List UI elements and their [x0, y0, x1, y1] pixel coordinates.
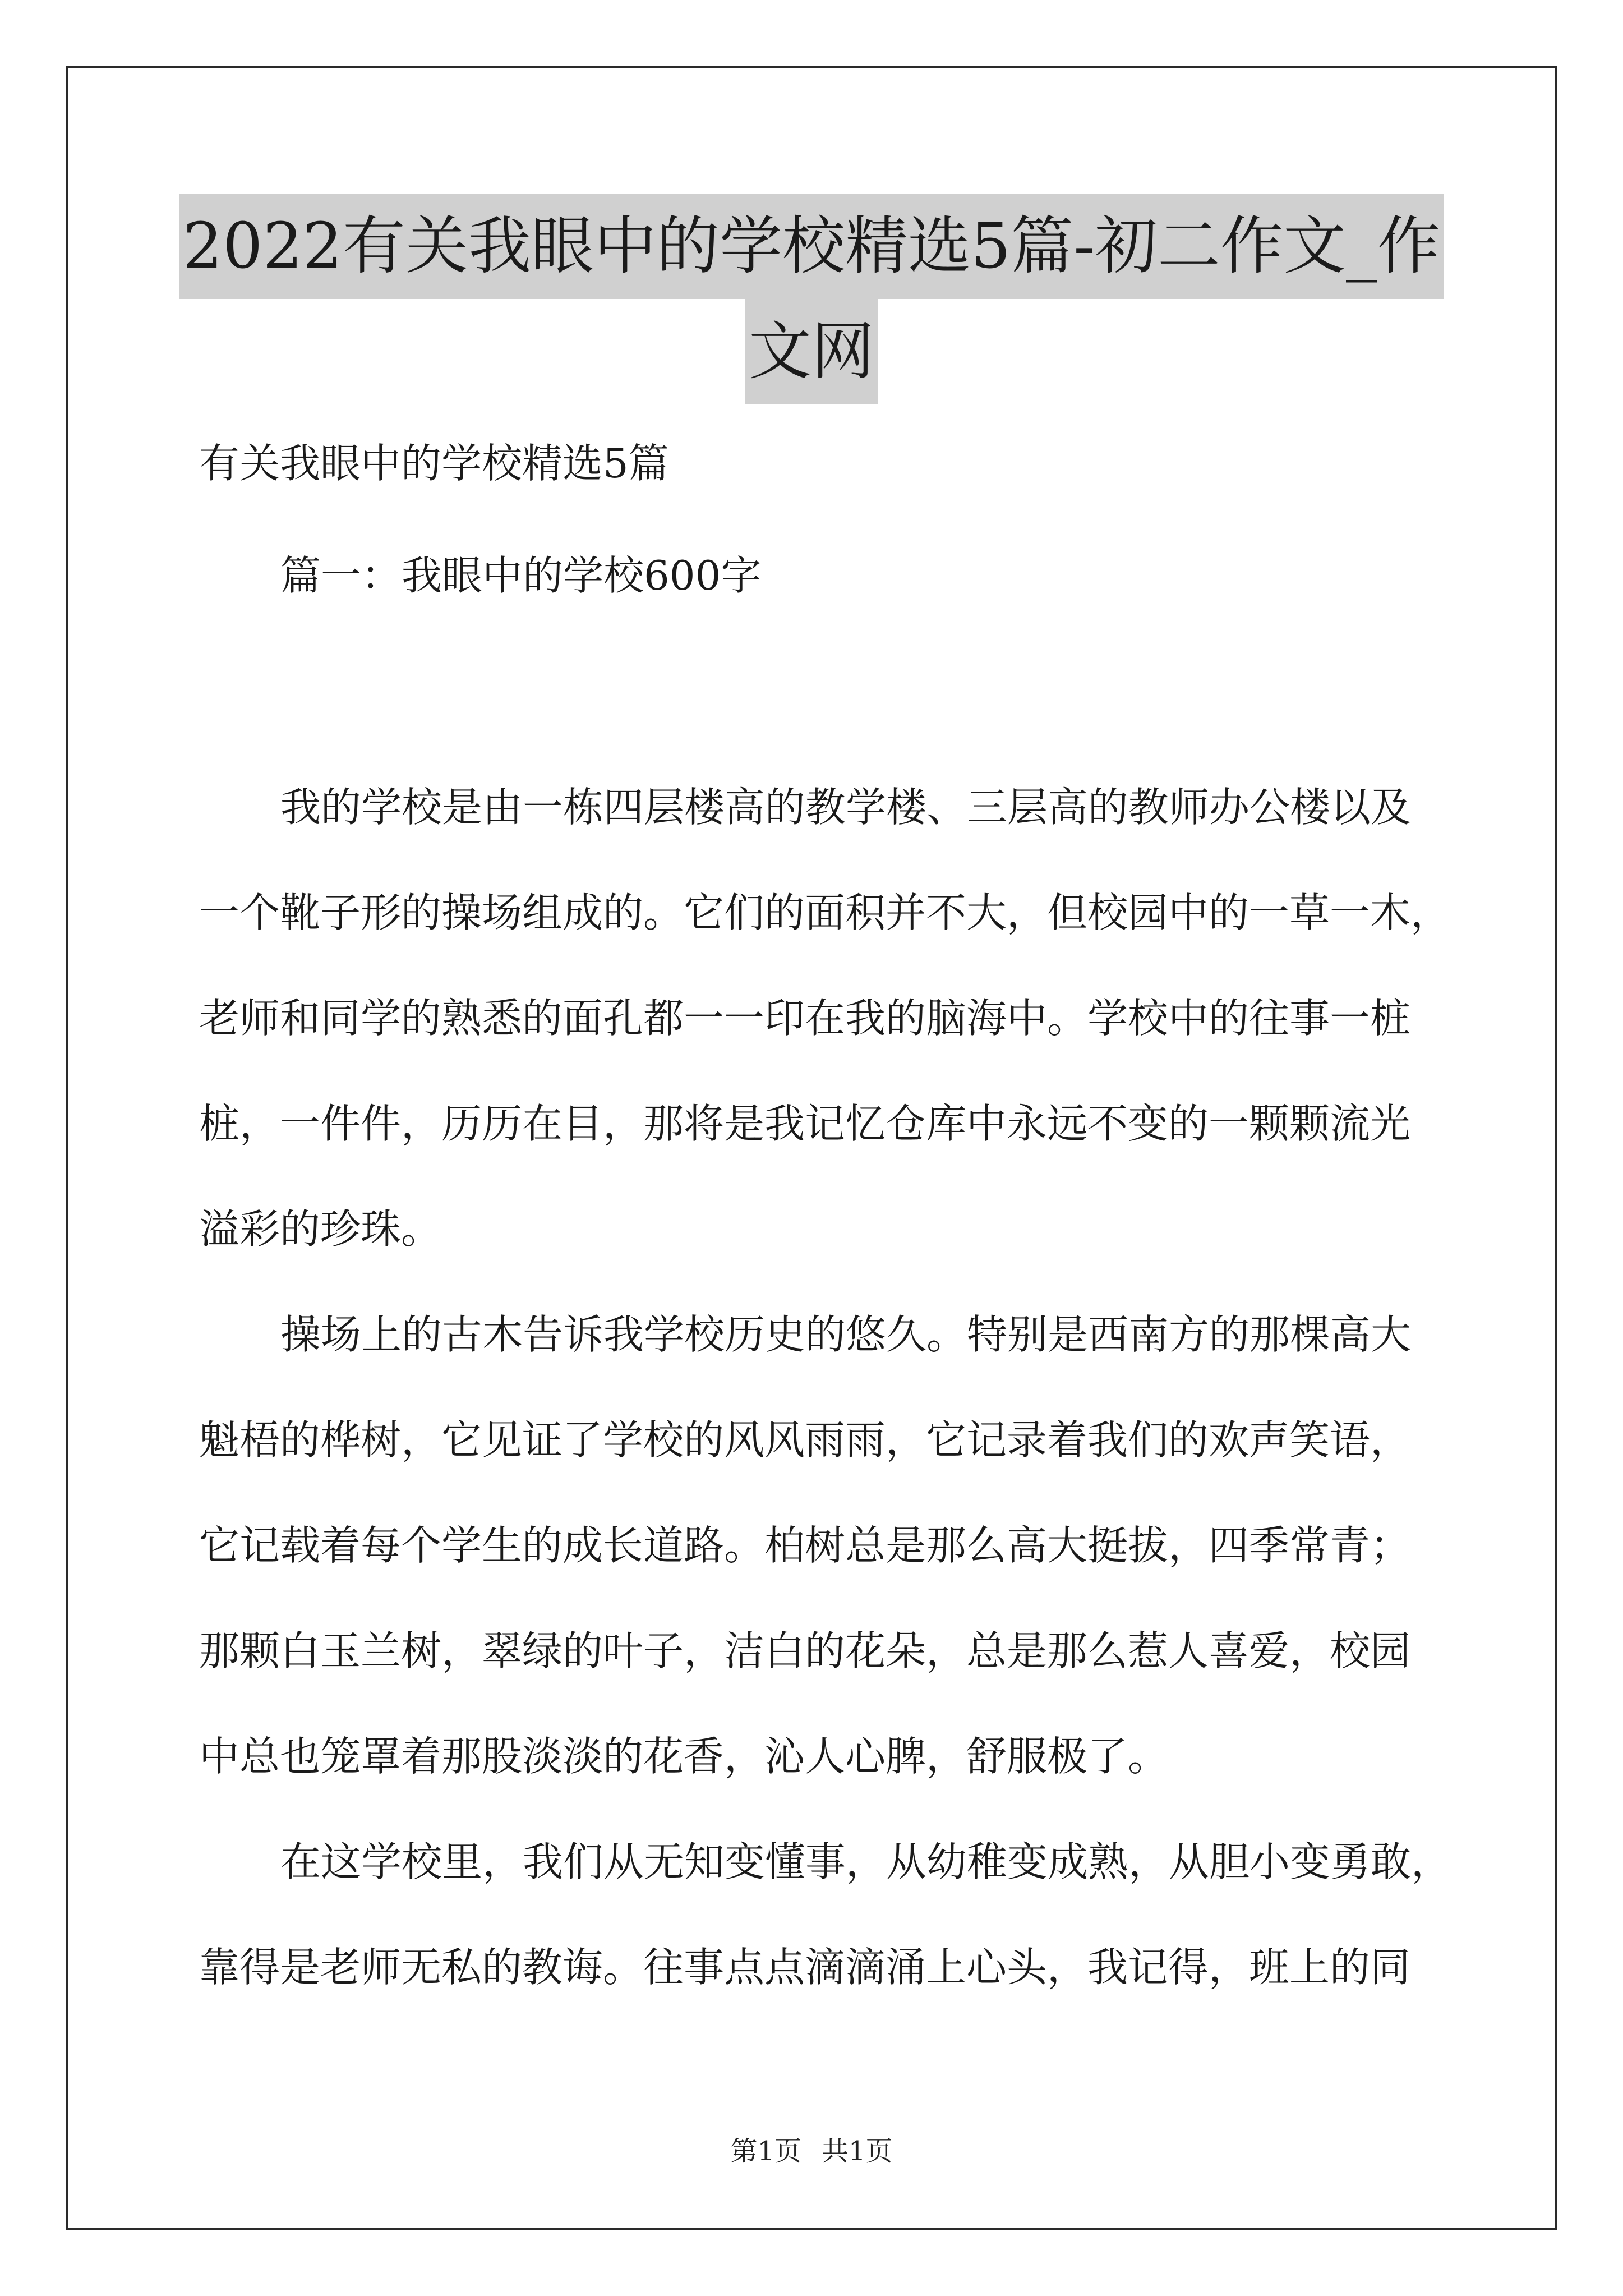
body-line: 老师和同学的熟悉的面孔都一一印在我的脑海中。学校中的往事一桩 [199, 995, 1411, 1042]
body-line: 在这学校里，我们从无知变懂事，从幼稚变成熟，从胆小变勇敢， [280, 1838, 1452, 1885]
body-line: 溢彩的珍珠。 [199, 1205, 442, 1253]
body-line: 它记载着每个学生的成长道路。柏树总是那么高大挺拔，四季常青； [199, 1522, 1411, 1569]
body-line: 我的学校是由一栋四层楼高的教学楼、三层高的教师办公楼以及 [280, 784, 1412, 831]
body-text [199, 754, 1452, 2020]
body-line: 靠得是老师无私的教诲。往事点点滴滴涌上心头，我记得，班上的同 [199, 1944, 1411, 1991]
page-footer [0, 2129, 1623, 2168]
body-line: 一个靴子形的操场组成的。它们的面积并不大，但校园中的一草一木， [199, 889, 1451, 936]
body-line: 魁梧的桦树，它见证了学校的风风雨雨，它记录着我们的欢声笑语， [199, 1416, 1411, 1464]
subtitle: 有关我眼中的学校精选5篇 [199, 440, 669, 487]
body-line: 那颗白玉兰树，翠绿的叶子，洁白的花朵，总是那么惹人喜爱，校园 [199, 1627, 1411, 1674]
page-total: 共1页 [822, 2136, 893, 2167]
title-line-2: 文网 [745, 299, 878, 404]
title-line-1: 2022有关我眼中的学校精选5篇-初二作文_作 [179, 194, 1444, 299]
body-line: 操场上的古木告诉我学校历史的悠久。特别是西南方的那棵高大 [280, 1311, 1412, 1358]
body-line: 桩，一件件，历历在目，那将是我记忆仓库中永远不变的一颗颗流光 [199, 1100, 1411, 1147]
body-line: 中总也笼罩着那股淡淡的花香，沁人心脾，舒服极了。 [199, 1733, 1169, 1780]
page-number: 第1页 [730, 2136, 801, 2167]
document-title [112, 194, 1511, 404]
section-heading: 篇一：我眼中的学校600字 [280, 552, 762, 599]
